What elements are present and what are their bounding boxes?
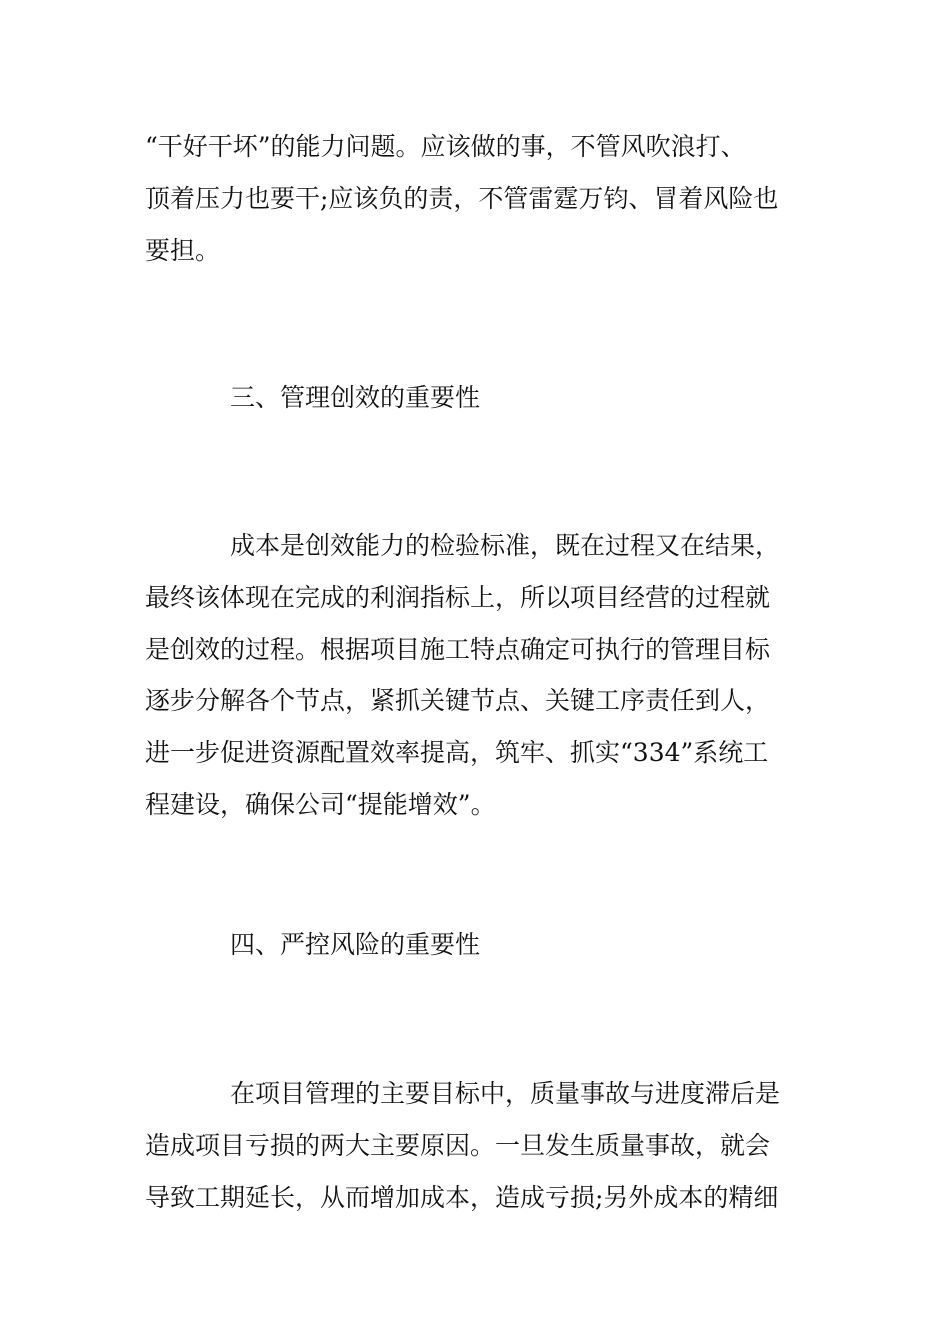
section-heading-3: 三、管理创效的重要性: [230, 383, 481, 412]
text-line: 造成项目亏损的两大主要原因。一旦发生质量事故，就会: [145, 1131, 771, 1160]
text-line: 是创效的过程。根据项目施工特点确定可执行的管理目标: [145, 635, 771, 664]
text-line: 逐步分解各个节点，紧抓关键节点、关键工序责任到人，: [145, 686, 771, 715]
text-line: “干好干坏”的能力问题。应该做的事，不管风吹浪打、: [145, 132, 746, 161]
text-line: 导致工期延长，从而增加成本，造成亏损;另外成本的精细: [145, 1183, 779, 1212]
text-line: 进一步促进资源配置效率提高，筑牢、抓实“334”系统工: [145, 738, 769, 767]
text-line: 在项目管理的主要目标中，质量事故与进度滞后是: [230, 1079, 781, 1108]
text-line: 顶着压力也要干;应该负的责，不管雷霆万钧、冒着风险也: [145, 184, 779, 213]
text-line: 最终该体现在完成的利润指标上，所以项目经营的过程就: [145, 583, 771, 612]
text-line: 成本是创效能力的检验标准，既在过程又在结果，: [230, 531, 781, 560]
text-line: 要担。: [145, 236, 221, 265]
text-line: 程建设，确保公司“提能增效”。: [145, 790, 496, 819]
section-heading-4: 四、严控风险的重要性: [230, 930, 481, 959]
